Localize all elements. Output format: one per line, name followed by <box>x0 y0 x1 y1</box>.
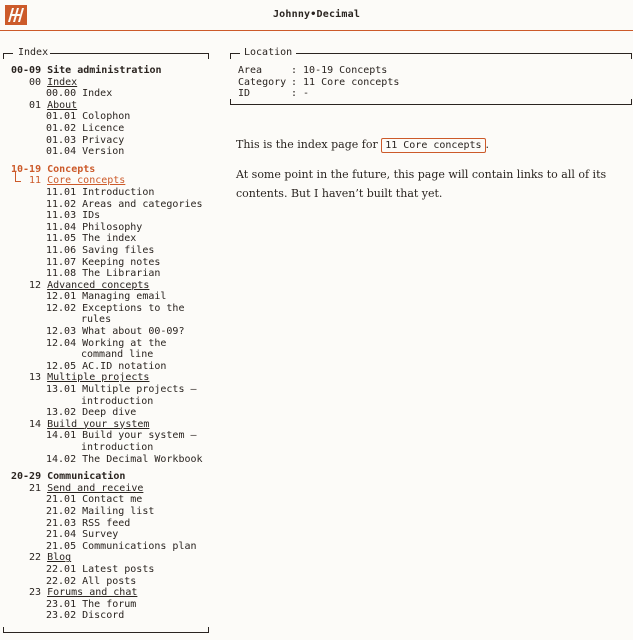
category-link[interactable]: Forums and chat <box>47 587 138 599</box>
id-item[interactable]: 11.08 The Librarian <box>46 268 161 280</box>
id-item[interactable]: 11.02 Areas and categories <box>46 198 203 210</box>
id-item-continuation: introduction <box>81 395 154 407</box>
location-legend: Location <box>244 47 293 58</box>
area-heading[interactable]: 10-19 Concepts <box>11 163 96 175</box>
id-item[interactable]: 13.02 Deep dive <box>46 407 137 419</box>
id-item[interactable]: 01.02 Licence <box>46 122 125 134</box>
index-frame-corner-bl <box>3 627 4 633</box>
category-link[interactable]: Send and receive <box>47 482 144 494</box>
id-item[interactable]: 11.05 The index <box>46 233 137 245</box>
id-item-continuation: rules <box>81 314 112 326</box>
id-item[interactable]: 23.02 Discord <box>46 610 125 622</box>
category-link[interactable]: Multiple projects <box>47 372 150 384</box>
location-key: ID <box>238 88 251 100</box>
location-frame-top-right <box>296 53 631 54</box>
index-legend: Index <box>18 47 49 58</box>
id-item[interactable]: 23.01 The forum <box>46 598 137 610</box>
category-row[interactable] <box>11 552 206 564</box>
tree-branch-icon <box>15 172 21 182</box>
location-value: : 10-19 Concepts <box>291 65 388 76</box>
area-heading[interactable]: 20-29 Communication <box>11 471 126 483</box>
id-item[interactable]: 21.04 Survey <box>46 529 119 541</box>
id-item[interactable]: 21.01 Contact me <box>46 494 143 506</box>
id-item[interactable]: 01.04 Version <box>46 146 125 158</box>
category-row[interactable] <box>11 483 206 495</box>
area-heading[interactable]: 00-09 Site administration <box>11 65 162 76</box>
category-link[interactable]: Blog <box>47 552 72 564</box>
location-grid <box>238 65 399 100</box>
category-number: 00 <box>29 76 48 88</box>
id-item[interactable]: 12.02 Exceptions to the <box>46 302 185 314</box>
id-item[interactable]: 11.06 Saving files <box>46 244 155 256</box>
location-row-id <box>238 88 399 100</box>
location-frame-top-left <box>230 53 240 54</box>
location-frame-corner-right <box>631 53 632 59</box>
location-key: Category <box>238 76 287 88</box>
category-row[interactable] <box>11 372 206 384</box>
category-number: 14 <box>29 418 48 430</box>
id-item[interactable]: 12.04 Working at the <box>46 337 167 349</box>
category-row[interactable] <box>11 280 206 292</box>
id-item[interactable]: 14.01 Build your system – <box>46 430 197 442</box>
category-link[interactable]: Index <box>47 76 78 88</box>
id-item[interactable]: 01.01 Colophon <box>46 111 131 123</box>
location-value: : 11 Core concepts <box>291 76 400 88</box>
index-frame-top-right <box>50 53 208 54</box>
id-item-continuation: introduction <box>81 442 154 453</box>
category-number: 01 <box>29 99 48 111</box>
main-content <box>236 135 626 213</box>
id-item[interactable]: 13.01 Multiple projects – <box>46 384 197 396</box>
category-number: 22 <box>29 552 48 564</box>
id-item[interactable]: 14.02 The Decimal Workbook <box>46 453 203 465</box>
category-row[interactable] <box>11 419 206 431</box>
category-number: 21 <box>29 482 48 494</box>
id-item[interactable]: 00.00 Index <box>46 88 113 100</box>
index-frame-corner-right <box>208 53 209 59</box>
index-frame-bottom <box>3 632 208 633</box>
id-item[interactable]: 12.05 AC.ID notation <box>46 360 167 372</box>
index-frame-corner-left <box>3 53 4 59</box>
location-key: Area <box>238 65 263 76</box>
id-item[interactable]: 01.03 Privacy <box>46 134 125 146</box>
intro-paragraph <box>236 135 626 155</box>
category-number: 23 <box>29 587 48 599</box>
id-item[interactable]: 21.02 Mailing list <box>46 505 155 517</box>
id-item[interactable]: 11.01 Introduction <box>46 186 155 198</box>
category-code-link[interactable]: 11 Core concepts <box>381 138 485 153</box>
id-item[interactable]: 21.05 Communications plan <box>46 540 197 552</box>
intro-period: . <box>485 138 490 151</box>
category-row[interactable] <box>11 100 206 112</box>
id-item[interactable]: 12.03 What about 00-09? <box>46 326 185 338</box>
location-row-area <box>238 65 399 77</box>
id-item[interactable]: 11.03 IDs <box>46 210 101 222</box>
top-bar <box>0 0 633 31</box>
id-item[interactable]: 11.07 Keeping notes <box>46 256 161 268</box>
location-frame-corner-left <box>230 53 231 59</box>
index-tree <box>11 65 206 622</box>
index-frame-top-left <box>3 53 13 54</box>
location-frame-bottom <box>230 104 631 105</box>
id-item[interactable]: 22.01 Latest posts <box>46 563 155 575</box>
category-row[interactable] <box>11 587 206 599</box>
category-link[interactable]: Advanced concepts <box>47 279 150 291</box>
id-item[interactable]: 22.02 All posts <box>46 575 137 587</box>
location-frame-corner-bl <box>230 99 231 105</box>
intro-text: This is the index page for <box>236 138 382 151</box>
id-item-continuation: command line <box>81 349 154 361</box>
category-link[interactable]: Core concepts <box>47 175 126 187</box>
category-number: 13 <box>29 372 48 384</box>
id-item[interactable]: 12.01 Managing email <box>46 291 167 303</box>
location-value: : - <box>291 88 310 100</box>
category-number: 12 <box>29 279 48 291</box>
category-link[interactable]: About <box>47 99 78 111</box>
category-row[interactable] <box>11 77 206 89</box>
category-link[interactable]: Build your system <box>47 418 150 430</box>
future-paragraph: At some point in the future, this page will contain links to all of its contents. But I haven’t built that yet. <box>236 168 607 200</box>
location-frame-corner-br <box>631 99 632 105</box>
category-row[interactable] <box>11 175 206 187</box>
site-title[interactable]: Johnny•Decimal <box>272 9 361 20</box>
id-item[interactable]: 11.04 Philosophy <box>46 221 143 233</box>
location-row-category <box>238 77 399 89</box>
index-frame-corner-br <box>208 627 209 633</box>
category-number: 11 <box>29 175 48 187</box>
id-item[interactable]: 21.03 RSS feed <box>46 517 131 529</box>
